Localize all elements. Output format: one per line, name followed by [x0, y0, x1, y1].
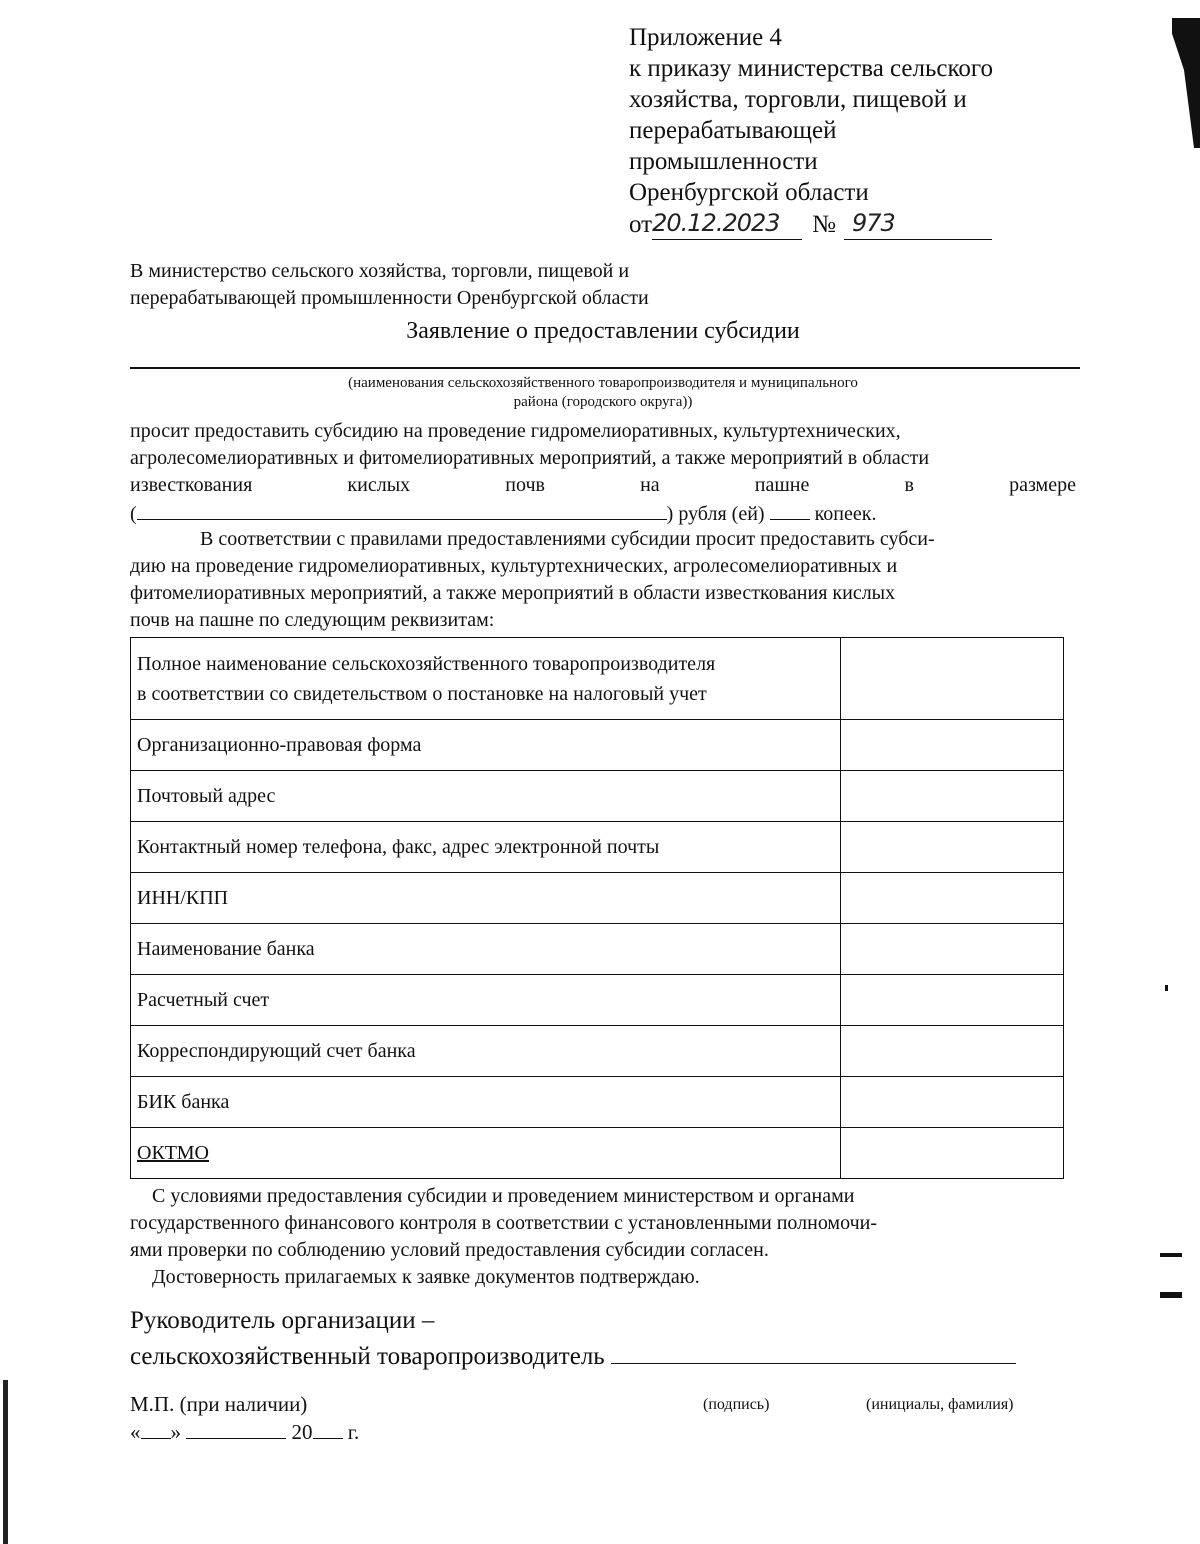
- order-date-handwritten: 20.12.2023: [652, 209, 780, 237]
- accordance-line: [130, 526, 1076, 553]
- request-line-text: агролесомелиоративных и фитомелиоративных мероприятий, а также мероприятий в области: [130, 447, 930, 469]
- table-row: [131, 873, 1064, 924]
- requisite-label: [131, 1128, 841, 1179]
- consent-line-text: государственного финансового контроля в соответствии с установленными полномочи-: [130, 1212, 877, 1234]
- amount-kopecks-label: копеек.: [814, 503, 877, 525]
- hint-line: (наименования сельскохозяйственного товаропроизводителя и муниципального: [348, 375, 858, 391]
- requisite-label: Наименование банка: [131, 924, 841, 975]
- signature-row: [130, 1339, 1016, 1373]
- consent-line-text: С условиями предоставления субсидии и проведением министерством и органами: [152, 1185, 855, 1207]
- table-row: [131, 638, 1064, 720]
- month-field[interactable]: [186, 1418, 286, 1439]
- requisite-value-field[interactable]: [840, 822, 1063, 873]
- signature-role: сельскохозяйственный товаропроизводитель: [130, 1343, 605, 1370]
- hint-line: района (городского округа)): [513, 394, 693, 410]
- requisite-value-field[interactable]: [840, 771, 1063, 822]
- accordance-line: [130, 553, 1076, 580]
- request-word: известкования: [130, 474, 253, 496]
- request-word: на: [640, 474, 660, 496]
- requisite-label: Почтовый адрес: [131, 771, 841, 822]
- consent-line: ями проверки по соблюдению условий предоставления субсидии согласен.: [130, 1239, 769, 1261]
- requisite-value-field[interactable]: [840, 1128, 1063, 1179]
- request-line-text: просит предоставить субсидию на проведение гидромелиоративных, культуртехнических,: [130, 420, 901, 442]
- order-date-number: [629, 208, 1049, 240]
- from-label: от: [629, 211, 653, 238]
- accordance-line-text: В соответствии с правилами предоставлениями субсидии просит предоставить субси-: [200, 528, 935, 550]
- addressee-line: В министерство сельского хозяйства, торговли, пищевой и: [130, 260, 630, 282]
- amount-open: (: [130, 503, 137, 525]
- requisite-value-field[interactable]: [840, 638, 1063, 720]
- addressee-line: перерабатывающей промышленности Оренбургской области: [130, 287, 649, 309]
- consent-paragraph: [130, 1183, 1076, 1291]
- scan-mark: [1165, 985, 1168, 991]
- consent-line: [130, 1210, 1076, 1237]
- applicant-name-hint: [130, 374, 1076, 412]
- requisite-label-line: в соответствии со свидетельством о постановке на налоговый учет: [137, 682, 707, 705]
- accordance-line: почв на пашне по следующим реквизитам:: [130, 609, 495, 631]
- scan-mark: [1160, 1253, 1182, 1257]
- day-field[interactable]: [141, 1418, 171, 1439]
- year-prefix: 20: [291, 1420, 313, 1444]
- request-word: размере: [1009, 474, 1076, 496]
- request-word: кислых: [347, 474, 411, 496]
- amount-rubles-field[interactable]: [137, 499, 667, 520]
- requisite-label-line: Полное наименование сельскохозяйственного товаропроизводителя: [137, 652, 716, 675]
- requisites-table: [130, 637, 1064, 1179]
- appendix-line: хозяйства, торговли, пищевой и: [629, 86, 967, 113]
- request-word: почв: [505, 474, 545, 496]
- requisite-label: [131, 638, 841, 720]
- year-field[interactable]: [313, 1418, 343, 1439]
- appendix-line: промышленности: [629, 148, 818, 175]
- request-word: в: [904, 474, 914, 496]
- appendix-line: Оренбургской области: [629, 179, 869, 206]
- requisite-label: Расчетный счет: [131, 975, 841, 1026]
- amount-line: [130, 499, 1076, 528]
- accordance-line: [130, 580, 1076, 607]
- order-number-handwritten: 973: [851, 209, 895, 237]
- scan-edge-left: [3, 1380, 8, 1544]
- requisite-value-field[interactable]: [840, 873, 1063, 924]
- requisite-label: Корреспондирующий счет банка: [131, 1026, 841, 1077]
- table-row: [131, 924, 1064, 975]
- amount-rubles-label: ) рубля (ей): [666, 503, 765, 525]
- table-row: [131, 1026, 1064, 1077]
- appendix-line: Приложение 4: [629, 24, 782, 51]
- requisite-label: Контактный номер телефона, факс, адрес электронной почты: [131, 822, 841, 873]
- table-row: [131, 975, 1064, 1026]
- table-row: [131, 822, 1064, 873]
- request-line: [130, 445, 1076, 472]
- table-row: [131, 771, 1064, 822]
- accordance-line-text: дию на проведение гидромелиоративных, культуртехнических, агролесомелиоративных и: [130, 555, 898, 577]
- appendix-line: перерабатывающей: [629, 117, 837, 144]
- consent-line: [130, 1183, 1076, 1210]
- number-label: №: [812, 211, 836, 238]
- table-row: [131, 1077, 1064, 1128]
- request-line: [130, 472, 1076, 499]
- requisite-label: ИНН/КПП: [131, 873, 841, 924]
- requisite-value-field[interactable]: [840, 975, 1063, 1026]
- request-word: пашне: [754, 474, 810, 496]
- requisite-value-field[interactable]: [840, 1026, 1063, 1077]
- date-row: [130, 1418, 359, 1446]
- order-number-field: [844, 208, 992, 240]
- year-suffix: г.: [347, 1420, 360, 1444]
- scan-mark: [1160, 1292, 1182, 1298]
- appendix-header: [629, 22, 1049, 240]
- signature-field[interactable]: [611, 1339, 1016, 1364]
- order-date-field: [652, 208, 802, 240]
- requisite-label-text: ОКТМО: [137, 1142, 209, 1164]
- requisite-label: Организационно-правовая форма: [131, 720, 841, 771]
- amount-kopecks-field[interactable]: [770, 499, 810, 520]
- request-paragraph: [130, 418, 1076, 528]
- applicant-name-field[interactable]: [130, 367, 1080, 369]
- document-title: Заявление о предоставлении субсидии: [406, 318, 800, 344]
- table-row: [131, 720, 1064, 771]
- date-quote-close: »: [170, 1420, 181, 1444]
- accordance-line-text: фитомелиоративных мероприятий, а также мероприятий в области известкования кислых: [130, 582, 896, 604]
- scan-edge-right: [1160, 18, 1200, 148]
- requisite-value-field[interactable]: [840, 924, 1063, 975]
- addressee: [130, 258, 930, 312]
- consent-line: Достоверность прилагаемых к заявке документов подтверждаю.: [152, 1266, 700, 1288]
- stamp-place: М.П. (при наличии): [130, 1392, 308, 1416]
- date-quote-open: «: [130, 1420, 141, 1444]
- requisite-label: БИК банка: [131, 1077, 841, 1128]
- signature-hint: (подпись): [703, 1396, 770, 1413]
- name-hint: (инициалы, фамилия): [866, 1396, 1014, 1413]
- table-row: [131, 1128, 1064, 1179]
- appendix-line: к приказу министерства сельского: [629, 55, 994, 82]
- signature-title: Руководитель организации –: [130, 1307, 435, 1334]
- requisite-value-field[interactable]: [840, 1077, 1063, 1128]
- accordance-paragraph: [130, 526, 1076, 634]
- request-line: [130, 418, 1076, 445]
- requisite-value-field[interactable]: [840, 720, 1063, 771]
